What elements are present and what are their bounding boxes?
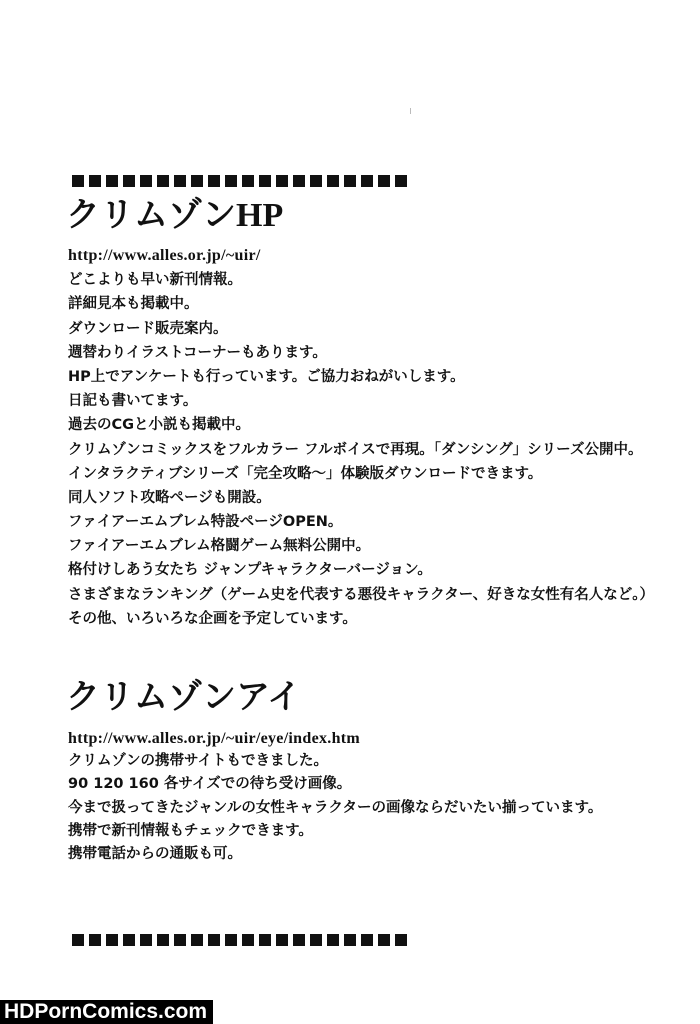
crimson-eye-heading: クリムゾンアイ xyxy=(66,679,301,716)
crimson-eye-line: クリムゾンの携帯サイトもできました。 xyxy=(68,753,328,770)
crimson-hp-line: 週替わりイラストコーナーもあります。 xyxy=(68,344,327,361)
separator-square xyxy=(361,934,373,946)
separator-square xyxy=(242,934,254,946)
separator-square xyxy=(208,175,220,187)
separator-square xyxy=(344,934,356,946)
crimson-hp-line: クリムゾンコミックスをフルカラー フルボイスで再現。「ダンシング」シリーズ公開中。 xyxy=(68,441,643,458)
separator-square xyxy=(123,934,135,946)
crimson-eye-line: 携帯電話からの通販も可。 xyxy=(68,845,242,862)
separator-square xyxy=(157,934,169,946)
separator-square xyxy=(191,175,203,187)
separator-square xyxy=(225,175,237,187)
crimson-hp-line: 過去のCGと小説も掲載中。 xyxy=(68,417,251,434)
crimson-hp-line: その他、いろいろな企画を予定しています。 xyxy=(68,610,357,627)
separator-square xyxy=(293,175,305,187)
separator-square xyxy=(259,175,271,187)
separator-square xyxy=(89,934,101,946)
separator-square xyxy=(225,934,237,946)
separator-square xyxy=(157,175,169,187)
crimson-hp-line: ダウンロード販売案内。 xyxy=(68,320,228,337)
separator-square xyxy=(327,175,339,187)
separator-square xyxy=(106,934,118,946)
separator-square xyxy=(140,934,152,946)
crimson-hp-line: ファイアーエムブレム特設ページOPEN。 xyxy=(68,514,343,531)
crimson-eye-body xyxy=(68,727,602,866)
crimson-hp-line: HP上でアンケートも行っています。ご協力おねがいします。 xyxy=(68,368,465,385)
crimson-hp-heading: クリムゾンHP xyxy=(66,197,284,234)
separator-square xyxy=(293,934,305,946)
crimson-hp-line: どこよりも早い新刊情報。 xyxy=(68,272,242,289)
separator-square xyxy=(327,934,339,946)
separator-square xyxy=(276,934,288,946)
top-separator xyxy=(72,175,407,187)
scan-speck xyxy=(410,108,411,114)
separator-square xyxy=(310,175,322,187)
separator-square xyxy=(174,934,186,946)
separator-square xyxy=(140,175,152,187)
bottom-separator xyxy=(72,934,407,946)
separator-square xyxy=(72,175,84,187)
separator-square xyxy=(191,934,203,946)
crimson-eye-line: 今まで扱ってきたジャンルの女性キャラクターの画像ならだいたい揃っています。 xyxy=(68,799,603,816)
separator-square xyxy=(344,175,356,187)
separator-square xyxy=(72,934,84,946)
crimson-hp-line: 日記も書いてます。 xyxy=(68,393,198,410)
separator-square xyxy=(276,175,288,187)
separator-square xyxy=(378,175,390,187)
crimson-eye-line: 90 120 160 各サイズでの待ち受け画像。 xyxy=(68,776,352,793)
separator-square xyxy=(174,175,186,187)
separator-square xyxy=(361,175,373,187)
separator-square xyxy=(123,175,135,187)
separator-square xyxy=(395,934,407,946)
crimson-hp-line: さまざまなランキング（ゲーム史を代表する悪役キャラクター、好きな女性有名人など。） xyxy=(68,586,654,603)
separator-square xyxy=(378,934,390,946)
separator-square xyxy=(208,934,220,946)
crimson-hp-line: 詳細見本も掲載中。 xyxy=(68,296,199,313)
crimson-hp-line: 同人ソフト攻略ページも開設。 xyxy=(68,489,271,506)
crimson-hp-line: ファイアーエムブレム格闘ゲーム無料公開中。 xyxy=(68,538,371,555)
crimson-hp-line: インタラクティブシリーズ「完全攻略～」体験版ダウンロードできます。 xyxy=(68,465,543,482)
crimson-eye-line: 携帯で新刊情報もチェックできます。 xyxy=(68,822,313,839)
crimson-eye-url[interactable]: http://www.alles.or.jp/~uir/eye/index.htm xyxy=(68,730,361,747)
separator-square xyxy=(242,175,254,187)
crimson-hp-body xyxy=(68,244,654,631)
crimson-hp-url[interactable]: http://www.alles.or.jp/~uir/ xyxy=(68,247,261,264)
site-watermark: HDPornComics.com xyxy=(0,1000,213,1024)
separator-square xyxy=(89,175,101,187)
separator-square xyxy=(106,175,118,187)
separator-square xyxy=(310,934,322,946)
separator-square xyxy=(395,175,407,187)
separator-square xyxy=(259,934,271,946)
crimson-hp-line: 格付けしあう女たち ジャンプキャラクターバージョン。 xyxy=(68,562,432,579)
